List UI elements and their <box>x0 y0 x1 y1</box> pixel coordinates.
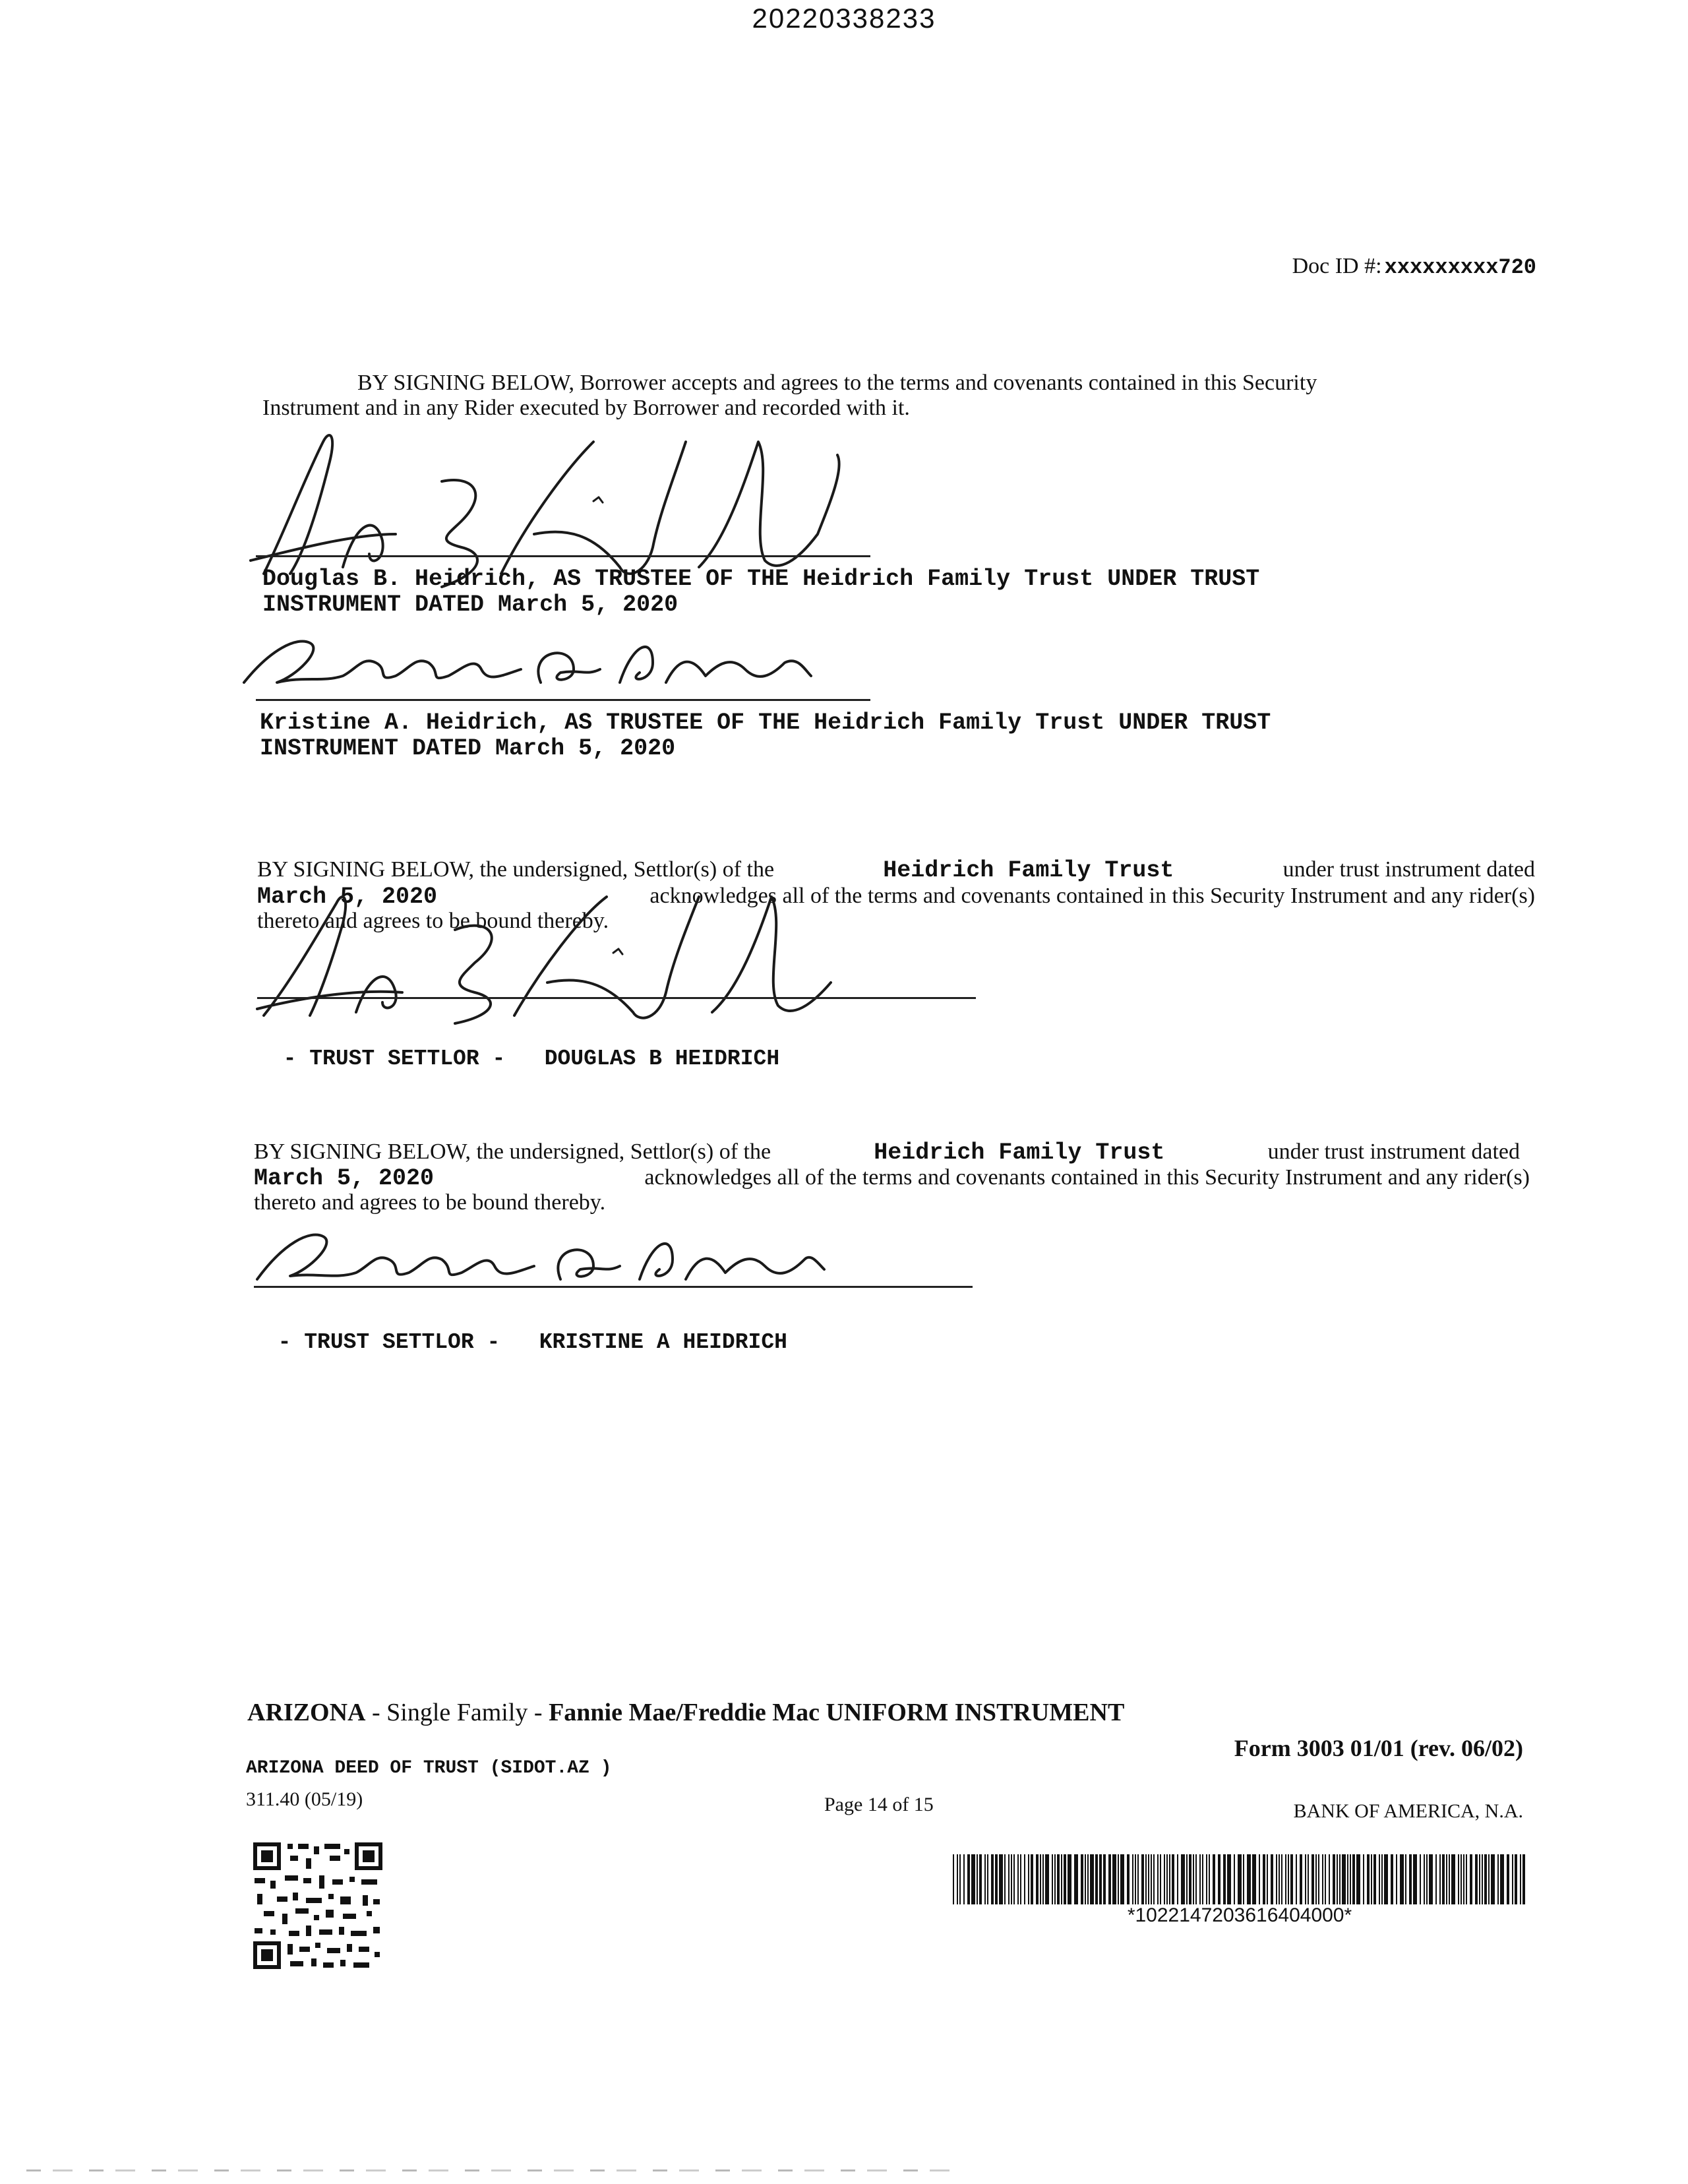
barcode-bar <box>1507 1854 1509 1904</box>
barcode-bar <box>967 1854 970 1904</box>
barcode-bar <box>1024 1854 1025 1904</box>
barcode-bar <box>953 1854 954 1904</box>
settlor1-paragraph-line2: March 5, 2020 acknowledges all of the terms and covenants contained in this Security Instrument and any rider(s) <box>257 884 1535 910</box>
barcode <box>953 1854 1526 1904</box>
barcode-bar <box>1132 1854 1133 1904</box>
settlor2-signer <box>252 1306 787 1354</box>
signature-line-douglas-trustee <box>256 555 870 557</box>
barcode-bar <box>1148 1854 1149 1904</box>
barcode-bar <box>1181 1854 1185 1904</box>
footer-program: Fannie Mae/Freddie Mac UNIFORM INSTRUMENT <box>549 1699 1125 1726</box>
barcode-bar <box>1017 1854 1019 1904</box>
barcode-bar <box>1311 1854 1314 1904</box>
barcode-bar <box>1379 1854 1380 1904</box>
settlor1-label: - TRUST SETTLOR - <box>283 1046 506 1071</box>
barcode-bar <box>1169 1854 1170 1904</box>
barcode-bar <box>1064 1854 1066 1904</box>
signature-kristine-trustee <box>231 610 824 709</box>
barcode-bar <box>1137 1854 1139 1904</box>
barcode-bar <box>1011 1854 1012 1904</box>
barcode-bar <box>1087 1854 1089 1904</box>
barcode-bar <box>1426 1854 1428 1904</box>
barcode-bar <box>1085 1854 1086 1904</box>
barcode-bar <box>957 1854 958 1904</box>
barcode-bar <box>979 1854 982 1904</box>
settlor1-paragraph-line3: thereto and agrees to be bound thereby. <box>257 909 609 933</box>
barcode-bar <box>971 1854 975 1904</box>
scan-artifact <box>26 2169 950 2171</box>
barcode-bar <box>1279 1854 1280 1904</box>
trustee-kristine-line1: Kristine A. Heidrich, AS TRUSTEE OF THE Heidrich Family Trust UNDER TRUST <box>260 710 1271 736</box>
barcode-bar <box>1243 1854 1244 1904</box>
barcode-bar <box>1512 1854 1513 1904</box>
barcode-bar <box>1442 1854 1445 1904</box>
barcode-bar <box>1209 1854 1210 1904</box>
barcode-bar <box>1054 1854 1056 1904</box>
barcode-bar <box>1333 1854 1335 1904</box>
barcode-bar <box>1008 1854 1010 1904</box>
barcode-bar <box>1227 1854 1231 1904</box>
barcode-bar <box>1285 1854 1286 1904</box>
barcode-bar <box>1479 1854 1480 1904</box>
settlor2-date: March 5, 2020 <box>254 1165 435 1192</box>
barcode-bar <box>1120 1854 1124 1904</box>
barcode-bar <box>1497 1854 1499 1904</box>
barcode-bar <box>1515 1854 1517 1904</box>
barcode-bar <box>1127 1854 1130 1904</box>
barcode-bar <box>1166 1854 1168 1904</box>
barcode-bar <box>1042 1854 1044 1904</box>
barcode-bar <box>1153 1854 1155 1904</box>
barcode-bar <box>1463 1854 1464 1904</box>
barcode-bar <box>1325 1854 1326 1904</box>
barcode-bar <box>1195 1854 1197 1904</box>
barcode-bar <box>1068 1854 1071 1904</box>
settlor1-paragraph-line1: BY SIGNING BELOW, the undersigned, Settlor(s) of the Heidrich Family Trust under trust instrument dated <box>257 857 1535 884</box>
settlor2-paragraph-line1: BY SIGNING BELOW, the undersigned, Settlor(s) of the Heidrich Family Trust under trust instrument dated <box>254 1139 1520 1166</box>
barcode-bar <box>1290 1854 1293 1904</box>
footer-version: 311.40 (05/19) <box>246 1788 363 1810</box>
barcode-bar <box>1223 1854 1226 1904</box>
barcode-bar <box>1500 1854 1504 1904</box>
barcode-bar <box>1391 1854 1393 1904</box>
barcode-bar <box>1329 1854 1330 1904</box>
barcode-bar <box>1439 1854 1441 1904</box>
barcode-bar <box>1352 1854 1355 1904</box>
barcode-bar <box>1342 1854 1346 1904</box>
barcode-bar <box>1305 1854 1306 1904</box>
barcode-bar <box>1482 1854 1483 1904</box>
barcode-bar <box>1424 1854 1425 1904</box>
barcode-bar <box>1339 1854 1341 1904</box>
barcode-bar <box>1141 1854 1144 1904</box>
barcode-bar <box>984 1854 986 1904</box>
barcode-bar <box>1218 1854 1221 1904</box>
barcode-bar <box>1036 1854 1039 1904</box>
settlor1-signer <box>257 1022 779 1071</box>
settlor1-trust-name: Heidrich Family Trust <box>883 857 1174 884</box>
doc-id-label: Doc ID #: <box>1292 254 1382 278</box>
signature-line-kristine-settlor <box>254 1286 973 1288</box>
barcode-bar <box>1271 1854 1273 1904</box>
footer-form-title: ARIZONA - Single Family - Fannie Mae/Freddie Mac UNIFORM INSTRUMENT <box>247 1699 1125 1726</box>
barcode-bar <box>1135 1854 1136 1904</box>
barcode-bar <box>1405 1854 1406 1904</box>
barcode-bar <box>963 1854 965 1904</box>
barcode-bar <box>1350 1854 1351 1904</box>
barcode-bar <box>1267 1854 1268 1904</box>
trustee-douglas-line2: INSTRUMENT DATED March 5, 2020 <box>262 592 678 618</box>
barcode-bar <box>1446 1854 1447 1904</box>
barcode-bar <box>1013 1854 1015 1904</box>
barcode-bar <box>1052 1854 1053 1904</box>
barcode-bar <box>999 1854 1003 1904</box>
barcode-bar <box>1160 1854 1161 1904</box>
barcode-bar <box>1396 1854 1397 1904</box>
barcode-bar <box>1177 1854 1178 1904</box>
barcode-bar <box>1276 1854 1277 1904</box>
footer-form-number: Form 3003 01/01 (rev. 06/02) <box>1234 1735 1523 1761</box>
barcode-bar <box>1234 1854 1235 1904</box>
barcode-bar <box>1247 1854 1251 1904</box>
barcode-bar <box>1308 1854 1309 1904</box>
barcode-bar <box>1112 1854 1116 1904</box>
settlor2-trust-name: Heidrich Family Trust <box>874 1139 1165 1166</box>
barcode-bar <box>1381 1854 1383 1904</box>
barcode-bar <box>1108 1854 1111 1904</box>
footer-state: ARIZONA <box>247 1699 366 1726</box>
barcode-bar <box>1189 1854 1191 1904</box>
barcode-bar <box>1315 1854 1317 1904</box>
barcode-bar <box>1458 1854 1459 1904</box>
barcode-bar <box>959 1854 961 1904</box>
barcode-bar <box>1081 1854 1083 1904</box>
settlor2-paragraph-line2: March 5, 2020 acknowledges all of the terms and covenants contained in this Security Instrument and any rider(s) <box>254 1165 1530 1192</box>
barcode-bar <box>1157 1854 1159 1904</box>
signature-kristine-settlor <box>244 1217 837 1296</box>
barcode-bar <box>1413 1854 1417 1904</box>
barcode-bar <box>1213 1854 1215 1904</box>
barcode-bar <box>1356 1854 1360 1904</box>
barcode-bar <box>1164 1854 1165 1904</box>
barcode-bar <box>1061 1854 1062 1904</box>
barcode-bar <box>1371 1854 1372 1904</box>
footer-lender: BANK OF AMERICA, N.A. <box>1293 1800 1523 1822</box>
barcode-bar <box>1363 1854 1364 1904</box>
doc-id <box>1226 254 1536 280</box>
barcode-bar <box>987 1854 988 1904</box>
qr-code <box>251 1840 386 1972</box>
barcode-bar <box>1057 1854 1060 1904</box>
barcode-bar <box>995 1854 998 1904</box>
barcode-bar <box>977 1854 978 1904</box>
barcode-bar <box>1004 1854 1006 1904</box>
recording-number: 20220338233 <box>752 3 936 34</box>
barcode-bar <box>1470 1854 1472 1904</box>
barcode-bar <box>1172 1854 1174 1904</box>
signature-line-kristine-trustee <box>256 699 870 701</box>
doc-id-value: xxxxxxxxx720 <box>1384 255 1536 280</box>
barcode-bar <box>1449 1854 1450 1904</box>
borrower-acceptance-line2: Instrument and in any Rider executed by Borrower and recorded with it. <box>262 396 910 420</box>
barcode-bar <box>1409 1854 1412 1904</box>
barcode-bar <box>1475 1854 1478 1904</box>
barcode-bar <box>1099 1854 1102 1904</box>
settlor1-date: March 5, 2020 <box>257 884 438 910</box>
barcode-bar <box>1466 1854 1467 1904</box>
barcode-bar <box>1238 1854 1242 1904</box>
barcode-bar <box>1151 1854 1152 1904</box>
barcode-bar <box>1384 1854 1388 1904</box>
barcode-bar <box>1451 1854 1455 1904</box>
barcode-bar <box>1429 1854 1433 1904</box>
settlor2-name: KRISTINE A HEIDRICH <box>539 1330 787 1354</box>
barcode-bar <box>1045 1854 1049 1904</box>
barcode-bar <box>1193 1854 1194 1904</box>
trustee-douglas-line1: Douglas B. Heidrich, AS TRUSTEE OF THE Heidrich Family Trust UNDER TRUST <box>262 566 1260 592</box>
barcode-bar <box>1491 1854 1495 1904</box>
barcode-bar <box>1206 1854 1207 1904</box>
barcode-bar <box>1252 1854 1256 1904</box>
barcode-number: *1022147203616404000* <box>1127 1904 1352 1926</box>
barcode-bar <box>1186 1854 1188 1904</box>
barcode-bar <box>1337 1854 1338 1904</box>
signature-douglas-settlor <box>237 851 884 1029</box>
footer-deed-type: ARIZONA DEED OF TRUST (SIDOT.AZ ) <box>246 1758 612 1778</box>
barcode-bar <box>1420 1854 1421 1904</box>
barcode-bar <box>1090 1854 1094 1904</box>
barcode-bar <box>1300 1854 1302 1904</box>
barcode-bar <box>1145 1854 1147 1904</box>
barcode-bar <box>1520 1854 1521 1904</box>
barcode-bar <box>1031 1854 1033 1904</box>
barcode-bar <box>1347 1854 1348 1904</box>
barcode-bar <box>1103 1854 1106 1904</box>
barcode-bar <box>1322 1854 1323 1904</box>
barcode-bar <box>1020 1854 1021 1904</box>
barcode-bar <box>1288 1854 1289 1904</box>
barcode-bar <box>1074 1854 1078 1904</box>
footer-page-number: Page 14 of 15 <box>824 1794 934 1815</box>
signature-line-douglas-settlor <box>257 997 976 999</box>
barcode-bar <box>1484 1854 1487 1904</box>
barcode-bar <box>1461 1854 1462 1904</box>
barcode-bar <box>1296 1854 1297 1904</box>
borrower-acceptance-line1: BY SIGNING BELOW, Borrower accepts and agrees to the terms and covenants contained in this Security <box>357 371 1317 395</box>
barcode-bar <box>1259 1854 1260 1904</box>
barcode-bar <box>991 1854 994 1904</box>
barcode-bar <box>1199 1854 1201 1904</box>
barcode-bar <box>1522 1854 1525 1904</box>
settlor1-name: DOUGLAS B HEIDRICH <box>544 1046 780 1071</box>
barcode-bar <box>1202 1854 1203 1904</box>
barcode-bar <box>1367 1854 1370 1904</box>
barcode-bar <box>1095 1854 1098 1904</box>
barcode-bar <box>1373 1854 1376 1904</box>
trustee-kristine-line2: INSTRUMENT DATED March 5, 2020 <box>260 735 676 762</box>
barcode-bar <box>1263 1854 1265 1904</box>
barcode-bar <box>1435 1854 1437 1904</box>
barcode-bar <box>1281 1854 1282 1904</box>
barcode-bar <box>1040 1854 1041 1904</box>
settlor2-paragraph-line3: thereto and agrees to be bound thereby. <box>254 1190 606 1215</box>
settlor2-label: - TRUST SETTLOR - <box>278 1330 500 1354</box>
barcode-bar <box>1028 1854 1029 1904</box>
barcode-bar <box>1488 1854 1490 1904</box>
barcode-bar <box>1400 1854 1404 1904</box>
barcode-bar <box>1318 1854 1319 1904</box>
barcode-bar <box>1118 1854 1119 1904</box>
